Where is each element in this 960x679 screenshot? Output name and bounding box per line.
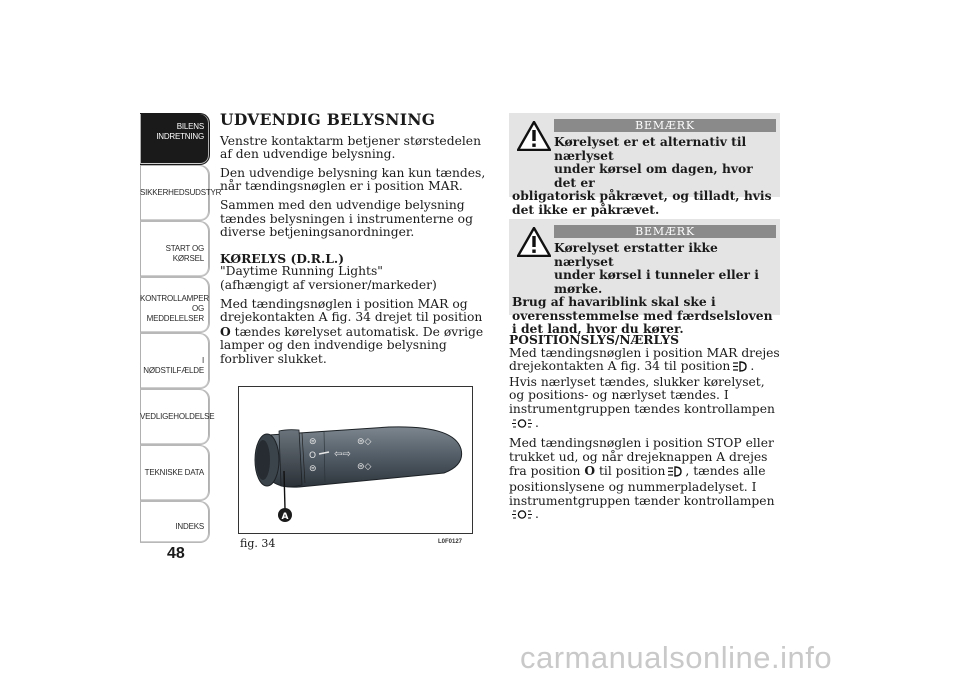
figure-light-stalk: [238, 386, 473, 534]
tab-label: SIKKERHEDSUDSTYR: [140, 188, 222, 197]
page-number: 48: [167, 545, 185, 562]
svg-text:⊜: ⊜: [309, 464, 317, 474]
tab-label: BILENS INDRETNING: [156, 122, 204, 141]
callout-a-label: A: [281, 512, 289, 522]
position-light-symbol-icon: [732, 361, 748, 376]
warning-icon: [517, 121, 551, 155]
position-o-symbol: O: [220, 323, 231, 339]
svg-text:⊜: ⊜: [309, 437, 317, 447]
pos2-text-d: .: [535, 507, 539, 522]
note-line: under kørsel i tunneler eller i mørke.: [554, 267, 759, 296]
drl-text-a: Med tændingsnøglen i position MAR og drejekontakten A fig. 34 drejet til position: [220, 296, 483, 325]
paragraph-position-stop: [509, 437, 781, 524]
paragraph-position-mar: [509, 347, 781, 433]
note-title: BEMÆRK: [554, 119, 776, 132]
figure-code: L0F0127: [438, 539, 463, 545]
note-line: Kørelyset er et alternativ til nærlyset: [554, 134, 747, 163]
tab-kontrollamper[interactable]: [140, 277, 210, 333]
position-lights-heading: POSITIONSLYS/NÆRLYS: [509, 332, 680, 347]
note-line: Kørelyset erstatter ikke nærlyset: [554, 240, 718, 269]
light-stalk-illustration: [239, 387, 472, 533]
note-line: under kørsel om dagen, hvor det er: [554, 161, 753, 190]
note-box-1: [509, 113, 780, 217]
svg-text:O: O: [309, 451, 317, 461]
position-lights-warning-lamp-icon: [511, 509, 533, 524]
pos2-text-c: , tændes alle positionslysene og nummerpladelyset. I instrumentgruppen tænder kontrollampen: [509, 464, 775, 508]
pos-text-a: Med tændingsnøglen i position MAR drejes drejekontakten A fig. 34 til position: [509, 345, 780, 374]
tab-label: START OG KØRSEL: [165, 244, 204, 263]
paragraph-drl: [220, 298, 492, 367]
position-lights-warning-lamp-icon: [511, 418, 533, 433]
tab-sikkerhedsudstyr[interactable]: [140, 165, 222, 221]
tab-label: VEDLIGEHOLDELSE: [140, 412, 215, 421]
drl-heading: KØRELYS (D.R.L.): [220, 250, 345, 266]
left-column: [220, 110, 492, 372]
position-light-symbol-icon: [667, 466, 683, 481]
tab-label: TEKNISKE DATA: [144, 468, 204, 477]
tab-indeks[interactable]: [140, 501, 210, 543]
warning-icon: [517, 227, 551, 261]
tab-label: INDEKS: [175, 522, 204, 531]
drl-text-b: tændes kørelyset automatisk. De øvrige lamper og den indvendige belysning forbliver slukket.: [220, 324, 484, 366]
note-line: obligatorisk påkrævet, og tilladt, hvis det ikke er påkrævet.: [512, 188, 772, 217]
watermark: carmanualsonline.info: [520, 640, 833, 675]
note-title: BEMÆRK: [554, 225, 776, 238]
svg-text:⇦⇨: ⇦⇨: [334, 449, 351, 460]
drl-versions-note: (afhængigt af versioner/markeder): [220, 277, 437, 292]
paragraph-ignition: Den udvendige belysning kan kun tændes, når tændingsnøglen er i position MAR.: [220, 165, 486, 194]
svg-text:⊜◇: ⊜◇: [357, 437, 372, 447]
paragraph-intro: Venstre kontaktarm betjener størstedelen af den udvendige belysning.: [220, 133, 481, 162]
tab-label: KONTROLLAMPER OG MEDDELELSER: [140, 294, 209, 323]
tab-i-nodstilfaelde[interactable]: [140, 333, 210, 389]
right-column: [509, 113, 781, 529]
figure-caption: fig. 34: [240, 537, 276, 550]
position-o-symbol: O: [584, 463, 596, 479]
pos-text-c: .: [535, 415, 539, 430]
note-body: [512, 241, 776, 336]
tab-tekniske-data[interactable]: [140, 445, 210, 501]
tab-vedligeholdelse[interactable]: [140, 389, 215, 445]
note-body: [512, 135, 776, 216]
note-line: Brug af havariblink skal ske i overensstemmelse med færdselsloven i det land, hvor du kører.: [512, 294, 773, 336]
paragraph-instruments: Sammen med den udvendige belysning tændes belysningen i instrumenterne og diverse betjeningsanordninger.: [220, 197, 473, 240]
pos2-text-b: til position: [598, 464, 666, 479]
tab-start-og-korsel[interactable]: [140, 221, 210, 277]
drl-subtitle: "Daytime Running Lights": [220, 264, 383, 279]
pos-text-b: . Hvis nærlyset tændes, slukker kørelyset, og positions- og nærlyset tændes. I instrumentgruppen tændes kontrollampen: [509, 359, 775, 416]
note-box-2: [509, 219, 780, 336]
tab-label: I NØDSTILFÆLDE: [143, 356, 204, 375]
pos2-text-a: Med tændingsnøglen i position STOP eller trukket ud, og når drejeknappen A drejes fra position: [509, 436, 774, 479]
section-heading: UDVENDIG BELYSNING: [220, 110, 436, 129]
tab-bilens-indretning[interactable]: [140, 113, 210, 165]
svg-text:⊜◇: ⊜◇: [357, 462, 372, 472]
